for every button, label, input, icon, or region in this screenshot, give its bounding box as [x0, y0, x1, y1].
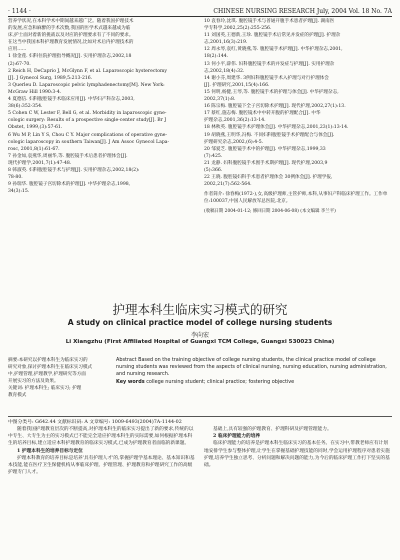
body-left-column	[8, 426, 196, 476]
abstract-chinese-line: 开展实习的方法及效果。	[8, 379, 59, 384]
reference-line: 4 夏德信. 妇科腹腔镜手术临床应用[J]. 中华妇产科杂志,2003,	[8, 97, 135, 103]
abstract-section	[8, 357, 392, 399]
classification-line: 中图分类号: G642.44 文献标识码: A 文章编号: 1009-6493(2004)7A-1144-02	[8, 416, 392, 425]
reference-line: 14 谢小芬,周建华. 3例妇科腹腔镜手术入护理与对行护理体会	[204, 75, 329, 81]
reference-line: 护理杂志,2001,36(2):13-14.	[204, 118, 266, 124]
reference-line: 志,2001,16(3):219.	[204, 40, 248, 46]
reference-line: (5):366.	[204, 167, 223, 173]
reference-line: 学专科学,2002,25(2):255-256.	[204, 26, 272, 32]
reference-line: 5 Cohen C W, Lester F, Bell G, et al. Morbidity in laparoscopic gyne-	[8, 111, 167, 117]
reference-line: 营养学状况,在本科学术中期间越来越广泛。随着我国护理技术	[8, 19, 134, 24]
reference-line: 16 陈宗梅. 腹腔镜下全子宫切除术护理[J]. 现代护理,2002,27(1):13.	[204, 104, 346, 110]
running-header	[8, 3, 392, 17]
reference-line: 17 蔡红,施志梅. 腹腔镜术中中转开腹的护理配合[J]. 中华	[204, 111, 321, 117]
reference-line: 18(2):144.	[204, 54, 229, 60]
author-note: 作者简介: 徐春梅(1972-),女,高级护理师,主管护师,本科,从事妇产科临床护理工作。工作单位:100037,中国人民解放军总医院,北京。	[204, 192, 388, 205]
abstract-chinese-line: 研究对象,探讨护理本科生在临床实习模式	[8, 365, 93, 370]
reference-line: 1 徐金莲. 妇科住院护理指导概况[J]. 实用护理杂志,2002,18	[8, 54, 132, 60]
reference-line: 8 韩淑英. 妇科腹腔镜手术与护理[J]. 实用护理杂志,2002,18(2):	[8, 167, 140, 173]
section-heading: 1 护理本科生的培养目标与定位	[17, 448, 83, 454]
reference-line: 12 周永琴,袁红,黄晓燕,等. 腹腔镜手术护理[J]. 中华护理杂志,2001,	[204, 47, 343, 53]
reference-line: 应用……	[8, 47, 27, 53]
page-number: · 1144 ·	[8, 8, 31, 15]
reference-line: 10 袁春玲,沈琪. 腹腔镜手术与普通开腹手术患者护理[J]. 湖南医	[204, 19, 335, 24]
keywords-english: college nursing student; clinical practice; fostering objective	[146, 378, 295, 385]
reference-line: 13 何小平,薛伟. 妇科腹腔镜手术的并发症与护理[J]. 实用护理杂	[204, 61, 335, 67]
reference-line: 19 胡晓燕,王明华,冯梅. 不同妇科腹腔镜手术护理配合与体会[J].	[204, 132, 335, 138]
body-right-column	[204, 426, 392, 476]
reference-line: cologic laparoscopy in southern Taiwan[J]. J Am Assoc Gynecol Lapa-	[8, 139, 170, 145]
body-paragraph: 护理本科教育的培养目标是培养'具有护理人才'的,掌握护理学基本理论、基本知识和基本技能,能在医疗卫生保健机构从事临床护理、护理管理、护理教育和护理研究工作的高级护理专门人才。	[8, 455, 195, 476]
reference-line: 2002,21(7):562-564.	[204, 182, 252, 188]
reference-line: 20 邹爱芝. 腹腔镜手术中的护理[J]. 中华护理杂志,1999,33	[204, 146, 326, 152]
reference-line: 18 林秋英. 腹腔镜手术护理体会[J]. 中华护理杂志,2001,23(1):13-14.	[204, 125, 349, 131]
reference-line: 34(3):15.	[8, 189, 30, 195]
reference-line: 38(6):352-354.	[8, 104, 43, 110]
reference-line: 2002,37(1):8.	[204, 97, 236, 103]
reference-line: rosc, 2001,8(1):61-67.	[8, 146, 60, 152]
abstract-chinese-line: 中,护理管理,护理教学,护理研究等方面	[8, 372, 86, 377]
reference-line: 11 刘国英,王德新,王珍. 腹腔镜手术后常见并发症的护理[J]. 护理杂	[204, 33, 341, 39]
article-title: 护理本科生临床实习模式的研究	[112, 302, 288, 317]
author-affiliation: Li Xiangzhu (First Affiliated Hospital of Guangxi TCM College, Guangxi 530023 China)	[65, 339, 335, 345]
reference-line: 床,护士面对着新的挑战以及对应的护理要求有了不同的要求。	[8, 33, 134, 39]
received-date: (收稿日期 2004-01-12; 修回日期 2004-06-08) (本文编辑 李兰平)	[204, 209, 336, 215]
body-paragraph: 临床护理能力的培养是护理本科生临床实习的基本任务。在实习中,带教老师应有计划地安排学生参与整体护理,让学生在掌握基础护理技能的同时,学会运用护理程序对患者实施护理,培养学生独立思考、分析问题和解决问题的能力,为今后的临床护理工作打下坚实的基础。	[204, 441, 390, 469]
reference-line: (7):425.	[204, 153, 223, 159]
body-paragraph: 随着我国护理教育层次的不断提高,对护理本科生的临床实习提出了新的要求,传统的以中专生、大专生为主的实习模式已不能完全适应护理本科生的实际需要,如何根据护理本科生的培养目标,建立适应本科护理教育的临床实习模式,已成为护理教育者面临的新课题。	[8, 427, 194, 447]
reference-line: 9 孙瑞华. 腹腔镜子宫切除术的护理[J]. 中华护理杂志,1998,	[8, 182, 131, 188]
reference-line: 6 Wu M P, Lin Y S, Chou C Y. Major complications of operative gyne-	[8, 132, 168, 138]
reference-line: 3 Querleu D. Laparoscopic pelvic lymphadenectomy[M]. New York:	[8, 82, 165, 88]
keywords-label: Key words	[116, 378, 145, 385]
reference-line: (2):67-70.	[8, 61, 31, 67]
reference-line: [J]. 护理研究,2001,15(4):166.	[204, 82, 270, 88]
references-section	[8, 18, 392, 288]
reference-line: 7 孙金如,袁燕华,周丽华,等. 腹腔镜手术后患者护理体会[J].	[8, 153, 128, 159]
section-heading: 2 临床护理能力的培养	[213, 434, 261, 440]
reference-line: 在这当中我国本科护理教育发展情况,比如对术后内护理技术的	[8, 40, 134, 46]
references-left-column	[8, 18, 196, 288]
journal-name: CHINESE NURSING RESEARCH July, 2004 Vol. 18 No. 7A	[213, 8, 392, 15]
reference-line: McGraw Hill 1990:3-4.	[8, 89, 62, 95]
abstract-chinese-line: 摘要:本研究以护理本科生为临床实习的	[8, 358, 88, 363]
article-body	[8, 426, 392, 476]
reference-line: 21 龙静. 妇科腹腔镜手术围手术期护理[J]. 现代护理,2003,9	[204, 160, 328, 166]
abstract-chinese	[8, 357, 108, 399]
abstract-chinese-line: 教育模式	[8, 393, 27, 398]
reference-line: 护理研究杂志,2002,(6):4-5.	[204, 139, 264, 145]
reference-line: 现代护理学,2001,7(1):47-48.	[8, 160, 72, 166]
abstract-english	[116, 357, 392, 399]
body-paragraph: 基础上,具有较强的护理教育、护理科研及护理管理能力。	[213, 427, 332, 432]
reference-line: 15 何明,杨健,王琴,等. 腹腔镜手术的护理与体会[J]. 中华护理杂志,	[204, 89, 339, 95]
reference-line: 78-80.	[8, 175, 23, 181]
abstract-chinese-line: 关键词: 护理本科生; 临床实习; 护理	[8, 386, 82, 391]
reference-line: [J]. J Gynecol Surg, 1989,5:213-216.	[8, 75, 93, 81]
reference-line: 志,2002,18(4):32.	[204, 68, 245, 74]
reference-line: 2 Reich H, DeCaprio J, McGlynn F, et al. Laparoscopic hysterectomy	[8, 68, 167, 74]
author-name: 李向宏	[190, 332, 209, 339]
article-title-english: A study on clinical practice model of college nursing students	[67, 318, 333, 327]
reference-line: 22 王晓. 腹腔镜妇科手术患者护理体会 30例体会[J]. 护理学报,	[204, 175, 333, 181]
reference-line: cologic surgery: Results of a prospective single-center study[J]. Br J	[8, 118, 167, 124]
reference-line: 的发展,应急和麻醉的手术次数,我国的医学术式越来越成为临	[8, 26, 131, 32]
abstract-english-text: Abstract Based on the training objective of college nursing students, the clinical practice model of college nursing students was reviewed from the aspects of clinical nursing, nursing education, nursing administration, and nursing research.	[116, 357, 387, 378]
references-right-column	[204, 18, 392, 288]
reference-line: Obstet, 1999,(3):57-61.	[8, 125, 63, 131]
